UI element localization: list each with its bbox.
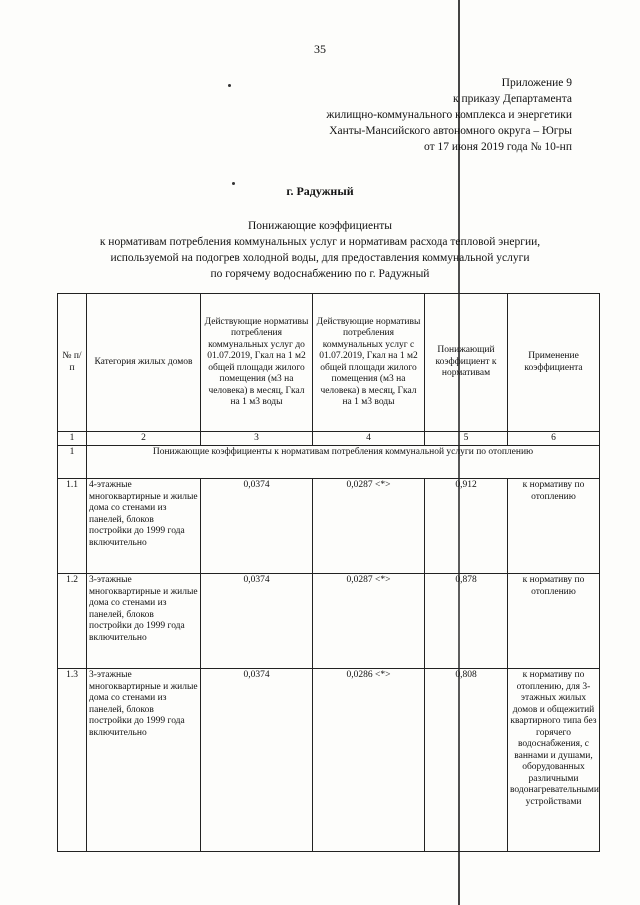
- appendix-line: Ханты-Мансийского автономного округа – Югры: [329, 125, 572, 137]
- column-number-row: [58, 432, 600, 446]
- section-title: Понижающие коэффициенты к нормативам потребления коммунальной услуги по отоплению: [87, 446, 600, 479]
- title-line: Понижающие коэффициенты: [247, 220, 393, 232]
- row-application: к нормативу по отоплению: [508, 574, 600, 669]
- section-num: 1: [58, 446, 87, 479]
- appendix-line: к приказу Департамента: [453, 93, 572, 105]
- table-row: [58, 574, 600, 669]
- header-norm-after: Действующие нормативы потребления коммунальных услуг с 01.07.2019, Гкал на 1 м2 общей площади жилого помещения (м3 на человека) в месяц, Гкал на 1 м3 воды: [313, 294, 425, 432]
- appendix-line: жилищно-коммунального комплекса и энергетики: [326, 109, 572, 121]
- appendix-line: от 17 июня 2019 года № 10-нп: [424, 141, 572, 153]
- header-application: Применение коэффициента: [508, 294, 600, 432]
- row-category: 3-этажные многоквартирные и жилые дома со стенами из панелей, блоков постройки до 1999 года включительно: [87, 574, 201, 669]
- column-number: 6: [508, 432, 600, 446]
- scan-speck: [228, 84, 231, 87]
- row-category: 4-этажные многоквартирные и жилые дома со стенами из панелей, блоков постройки до 1999 года включительно: [87, 479, 201, 574]
- appendix-header: [282, 75, 572, 155]
- row-norm-after: 0,0286 <*>: [313, 669, 425, 852]
- row-num: 1.3: [58, 669, 87, 852]
- table-row: [58, 479, 600, 574]
- table-row: [58, 669, 600, 852]
- header-norm-before: Действующие нормативы потребления коммунальных услуг до 01.07.2019, Гкал на 1 м2 общей площади жилого помещения (м3 на человека) в месяц, Гкал на 1 м3 воды: [201, 294, 313, 432]
- title-line: по горячему водоснабжению по г. Радужный: [210, 268, 430, 280]
- row-application: к нормативу по отоплению, для 3-этажных жилых домов и общежитий квартирного типа без горячего водоснабжения, с ваннами и душами, оборудованных различными водонагревательными устройствами: [508, 669, 600, 852]
- section-row: [58, 446, 600, 479]
- row-norm-before: 0,0374: [201, 479, 313, 574]
- header-category: Категория жилых домов: [87, 294, 201, 432]
- row-coefficient: 0,878: [425, 574, 508, 669]
- title-line: к нормативам потребления коммунальных услуг и нормативам расхода тепловой энергии,: [99, 236, 541, 248]
- coefficients-table: [57, 293, 600, 852]
- column-number: 4: [313, 432, 425, 446]
- table-header-row: [58, 294, 600, 432]
- header-coefficient: Понижающий коэффициент к нормативам: [425, 294, 508, 432]
- row-coefficient: 0,912: [425, 479, 508, 574]
- row-norm-before: 0,0374: [201, 669, 313, 852]
- appendix-line: Приложение 9: [501, 77, 572, 89]
- row-norm-after: 0,0287 <*>: [313, 479, 425, 574]
- page-number: 35: [314, 42, 326, 56]
- column-number: 5: [425, 432, 508, 446]
- row-category: 3-этажные многоквартирные и жилые дома со стенами из панелей, блоков постройки до 1999 года включительно: [87, 669, 201, 852]
- column-number: 1: [58, 432, 87, 446]
- row-norm-before: 0,0374: [201, 574, 313, 669]
- row-num: 1.1: [58, 479, 87, 574]
- header-num: № п/п: [58, 294, 87, 432]
- column-number: 2: [87, 432, 201, 446]
- column-number: 3: [201, 432, 313, 446]
- row-num: 1.2: [58, 574, 87, 669]
- row-application: к нормативу по отоплению: [508, 479, 600, 574]
- title-line: используемой на подогрев холодной воды, для предоставления коммунальной услуги: [110, 252, 530, 264]
- document-title: [60, 218, 580, 282]
- city-heading: г. Радужный: [286, 184, 354, 198]
- row-coefficient: 0,808: [425, 669, 508, 852]
- row-norm-after: 0,0287 <*>: [313, 574, 425, 669]
